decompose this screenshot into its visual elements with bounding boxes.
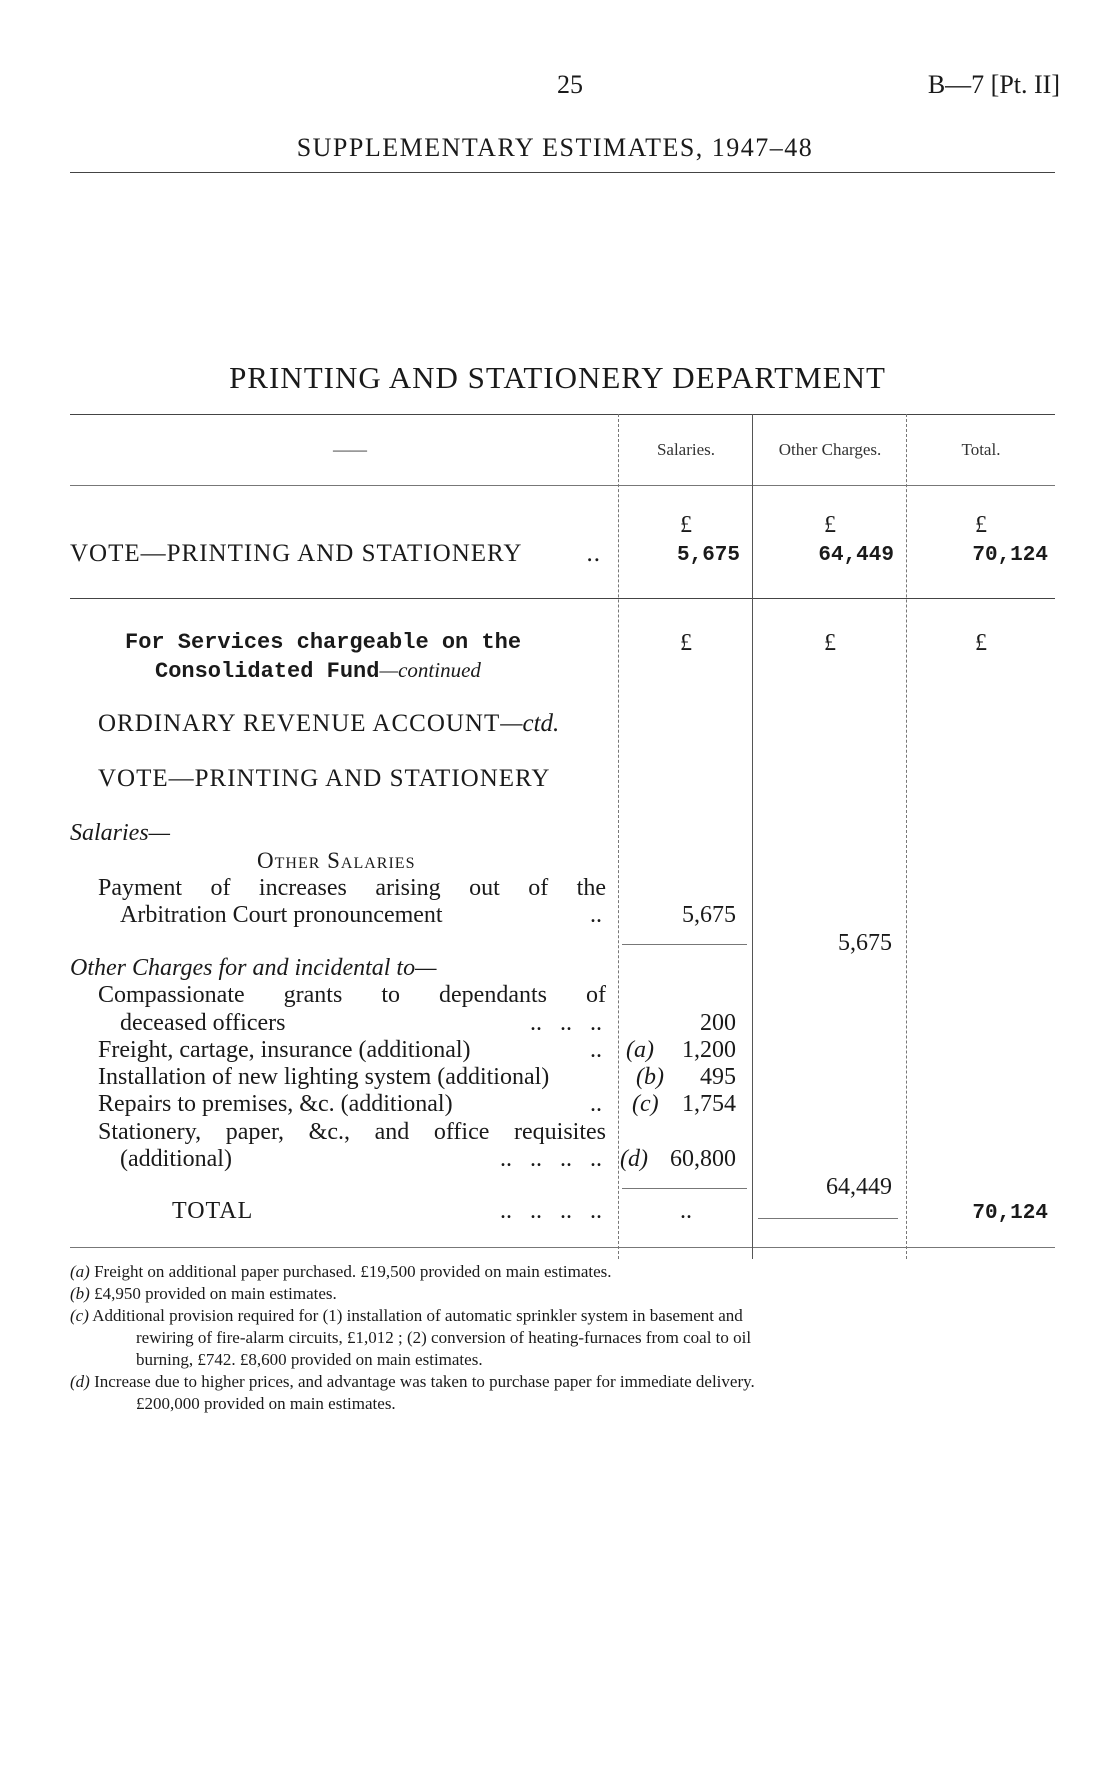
currency-symbol: £ (824, 630, 836, 656)
salaries-sum-rule (622, 944, 747, 945)
column-header-salaries: Salaries. (656, 440, 716, 459)
salaries-subheading: Other Salaries (257, 848, 416, 873)
footnote-c-line-2: rewiring of fire-alarm circuits, £1,012 ; (2) conversion of heating-furnaces from coal to oil (136, 1328, 752, 1347)
page-title: SUPPLEMENTARY ESTIMATES, 1947–48 (296, 133, 814, 162)
column-header-total: Total. (961, 440, 1001, 459)
vote-heading: VOTE—PRINTING AND STATIONERY (98, 765, 551, 792)
footnote-c-line-3: burning, £742. £8,600 provided on main estimates. (136, 1350, 483, 1369)
account-suffix: —ctd. (500, 710, 560, 737)
column-header-dash: —— (333, 440, 367, 459)
amount-value: 495 (700, 1064, 736, 1090)
footnote-c (70, 1306, 1055, 1326)
section-line-1: For Services chargeable on the (125, 630, 522, 655)
other-charge-item-4 (98, 1091, 606, 1118)
other-charge-item-text: Freight, cartage, insurance (additional) (98, 1037, 471, 1063)
leader-dots: .. (590, 1091, 602, 1117)
footnote-text: £4,950 provided on main estimates. (94, 1284, 337, 1303)
currency-symbol: £ (824, 512, 836, 538)
page-number: 25 (557, 70, 583, 99)
section-line-2 (155, 657, 481, 684)
leader-dots: .. .. .. .. (500, 1146, 602, 1172)
summary-rule (70, 598, 1055, 599)
salaries-item-line-2 (120, 902, 606, 929)
column-divider-2 (752, 414, 753, 1259)
other-charge-item-1-amount: 200 (700, 1010, 736, 1036)
leader-dots: .. (586, 540, 601, 567)
other-charges-sum-rule (622, 1188, 747, 1189)
account-heading (98, 710, 559, 738)
footnote-a (70, 1262, 612, 1282)
footnote-mark: (c) (70, 1306, 89, 1325)
header-rule (70, 172, 1055, 173)
other-charge-item-2-amount (626, 1037, 736, 1064)
other-charge-item-2 (98, 1037, 606, 1064)
footnote-d (70, 1372, 755, 1392)
salaries-item-line-1: Payment of increases arising out of the (98, 875, 606, 901)
footnote-ref: (d) (620, 1146, 648, 1172)
footnote-mark: (b) (70, 1284, 90, 1303)
other-charge-item-text: (additional) (120, 1146, 232, 1172)
salaries-item-text: Arbitration Court pronouncement (120, 902, 443, 928)
footnote-text: Freight on additional paper purchased. £19,500 provided on main estimates. (94, 1262, 612, 1281)
section-continued: —continued (379, 658, 481, 682)
leader-dots: .. (590, 902, 602, 928)
footnote-b (70, 1284, 337, 1304)
table-top-rule (70, 414, 1055, 415)
account-name: ORDINARY REVENUE ACCOUNT (98, 710, 501, 737)
amount-value: 1,754 (682, 1091, 736, 1117)
footnote-ref: (b) (636, 1064, 664, 1090)
vote-summary-salaries: 5,675 (676, 544, 740, 567)
other-charge-item-text: deceased officers (120, 1010, 286, 1036)
currency-symbol: £ (680, 512, 692, 538)
amount-value: 60,800 (670, 1146, 736, 1172)
column-divider-3 (906, 414, 907, 1259)
footnote-mark: (a) (70, 1262, 90, 1281)
footnote-d-line-2: £200,000 provided on main estimates. (136, 1394, 396, 1413)
total-value: 70,124 (972, 1202, 1048, 1225)
footnote-text: Increase due to higher prices, and advantage was taken to purchase paper for immediate delivery. (94, 1372, 755, 1391)
leader-dots: .. .. .. (530, 1010, 602, 1036)
other-charge-item-text: Repairs to premises, &c. (additional) (98, 1091, 453, 1117)
leader-dots: .. (590, 1037, 602, 1063)
vote-summary-total: 70,124 (972, 544, 1048, 567)
other-charge-item-5-amount (620, 1146, 736, 1173)
salaries-heading: Salaries— (70, 820, 171, 846)
vote-summary-label (70, 540, 605, 568)
table-bottom-rule (70, 1247, 1055, 1248)
footnote-ref: (a) (626, 1037, 654, 1063)
page-reference: B—7 [Pt. II] (927, 70, 1060, 99)
other-charge-item-1-line-1: Compassionate grants to dependants of (98, 982, 606, 1008)
other-charge-item-3-amount (626, 1064, 736, 1091)
department-heading: PRINTING AND STATIONERY DEPARTMENT (229, 360, 886, 395)
other-charges-subtotal: 64,449 (826, 1174, 892, 1200)
total-salaries: .. (680, 1198, 692, 1224)
column-header-rule (70, 485, 1055, 486)
other-charge-item-5-line-1: Stationery, paper, &c., and office requisites (98, 1119, 606, 1145)
vote-summary-other-charges: 64,449 (818, 544, 894, 567)
salaries-item-amount: 5,675 (682, 902, 736, 928)
other-charge-item-5-line-2 (120, 1146, 606, 1173)
section-fund: Consolidated Fund (155, 659, 380, 684)
currency-symbol: £ (680, 630, 692, 656)
vote-summary-text: VOTE—PRINTING AND STATIONERY (70, 540, 523, 567)
total-other-rule (758, 1218, 898, 1219)
salaries-subtotal: 5,675 (838, 930, 892, 956)
footnote-mark: (d) (70, 1372, 90, 1391)
total-row-label (172, 1198, 606, 1225)
currency-symbol: £ (975, 630, 987, 656)
column-header-other-charges: Other Charges. (778, 440, 882, 459)
total-label: TOTAL (172, 1198, 254, 1224)
currency-symbol: £ (975, 512, 987, 538)
amount-value: 1,200 (682, 1037, 736, 1063)
leader-dots: .. .. .. .. (500, 1198, 602, 1224)
other-charge-item-3: Installation of new lighting system (additional) (98, 1064, 550, 1090)
footnote-ref: (c) (632, 1091, 659, 1117)
other-charges-heading: Other Charges for and incidental to— (70, 955, 437, 981)
footnote-text: Additional provision required for (1) installation of automatic sprinkler system in basement and (92, 1306, 743, 1325)
other-charge-item-1-line-2 (120, 1010, 606, 1037)
other-charge-item-4-amount (626, 1091, 736, 1118)
column-divider-1 (618, 414, 619, 1259)
